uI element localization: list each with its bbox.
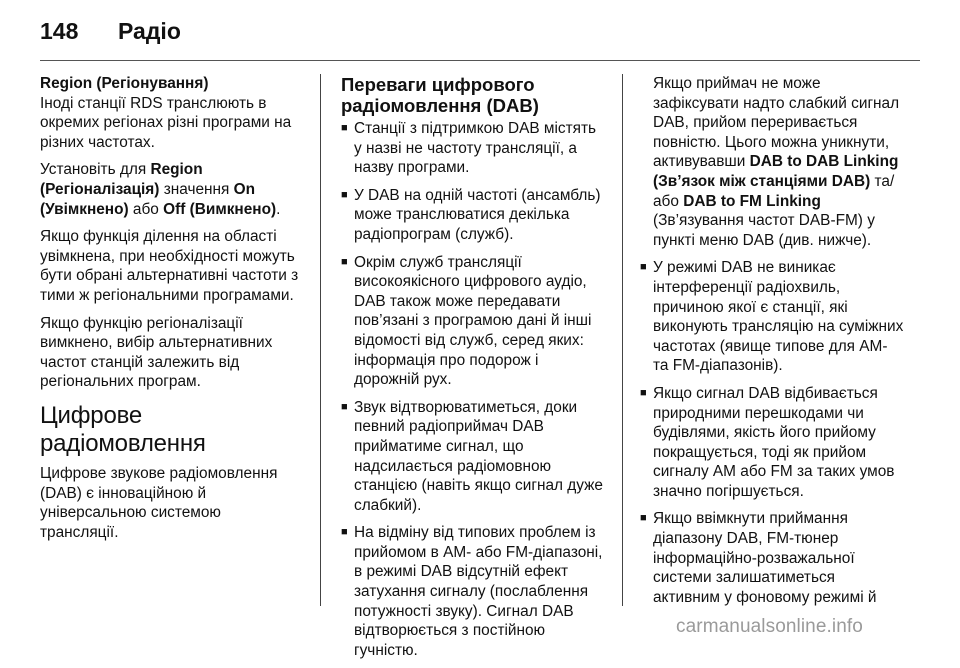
set-dot: .	[276, 200, 281, 218]
list-item-text: У DAB на одній частоті (ансамбль) може транслюватися декілька радіопрограм (служб).	[354, 186, 601, 243]
list-item	[341, 398, 605, 516]
region-off-text: Якщо функцію регіоналізації вимкнено, вибір альтернативних частот станцій залежить від регіональних програм.	[40, 314, 273, 391]
list-item-text: Звук відтворюватиметься, доки певний радіоприймач DAB прийматиме сигнал, що надсилається радіомовною станцією (навіть якщо сигнал дуже слабкий).	[354, 398, 603, 514]
continuation-text-1: Якщо приймач не може зафіксувати надто слабкий сигнал DAB, прийом переривається повністю. Цього можна уникнути, активувавши	[653, 75, 900, 171]
bullet-icon: ■	[341, 526, 348, 539]
bullet-icon: ■	[640, 512, 647, 525]
bullet-icon: ■	[341, 400, 348, 413]
continuation-paragraph	[640, 74, 904, 250]
region-on-text: Якщо функція ділення на області увімкнена, при необхідності можуть бути обрані альтернативні частоти з тими ж регіональними програмами.	[40, 228, 299, 304]
set-value-word: значення	[159, 180, 234, 198]
list-item	[640, 384, 904, 502]
dab-advantages-list-continued	[640, 258, 904, 607]
region-setting-text	[40, 160, 300, 219]
list-item	[341, 523, 605, 660]
page-header	[40, 14, 920, 58]
bullet-icon: ■	[640, 261, 647, 274]
list-item	[341, 119, 605, 178]
column-2	[341, 74, 605, 668]
list-item-text: На відміну від типових проблем із прийомом в АМ- або FM-діапазоні, в режимі DAB відсутній ефект затухання сигналу (послаблення потужності звуку). Сигнал DAB відтворюється з постійною гучністю.	[354, 524, 603, 659]
dab-section-heading: Цифрове радіомовлення	[40, 401, 206, 457]
list-item-text: У режимі DAB не виникає інтерференції радіохвиль, причиною якої є станції, які виконують трансляцію на суміжних частотах (явище типове для АМ- та FM-діапазонів).	[653, 259, 904, 375]
region-heading: Region (Регіонування)	[40, 75, 209, 92]
page-number: 148	[40, 18, 79, 44]
dab-to-dab-linking-label: DAB to DAB Linking (Зв’язок між станціями DAB)	[653, 153, 899, 190]
list-item	[640, 509, 904, 607]
column-divider-2	[622, 74, 623, 606]
column-3	[640, 74, 904, 615]
list-item	[341, 253, 605, 390]
list-item	[640, 258, 904, 376]
bullet-icon: ■	[640, 386, 647, 399]
bullet-icon: ■	[341, 188, 348, 201]
column-1	[40, 74, 300, 550]
list-item	[341, 186, 605, 245]
list-item-text: Окрім служб трансляції високоякісного цифрового аудіо, DAB також може передавати пов’язані з програмою дані й інші відомості від служб, серед яких: інформація про подорож і дорожній рух.	[354, 253, 592, 389]
dab-advantages-heading: Переваги цифрового радіомовлення (DAB)	[341, 74, 539, 116]
header-rule	[40, 60, 920, 61]
set-or-word: або	[128, 200, 164, 218]
continuation-text-2: та/або	[653, 172, 895, 210]
dab-intro-text: Цифрове звукове радіомовлення (DAB) є інноваційною й універсальною системою трансляції.	[40, 464, 278, 541]
set-off-label: Off (Вимкнено)	[163, 200, 277, 218]
list-item-text: Якщо сигнал DAB відбивається природними перешкодами чи будівлями, якість його прийому покращується, тоді як прийом сигналу АМ або FM за таких умов значно погіршується.	[653, 384, 895, 500]
bullet-icon: ■	[341, 255, 348, 268]
watermark: carmanualsonline.info	[676, 616, 863, 637]
dab-to-fm-linking-label: DAB to FM Linking	[683, 192, 821, 210]
set-on-label: On (Увімкнено)	[40, 180, 256, 218]
page-title: Радіо	[118, 18, 181, 44]
list-item-text: Станції з підтримкою DAB містять у назві не частоту трансляції, а назву програми.	[354, 120, 597, 177]
continuation-text-3: (Зв’язування частот DAB-FM) у пункті меню DAB (див. нижче).	[653, 212, 875, 249]
dab-advantages-list	[341, 119, 605, 660]
set-region-label: Region (Регіоналізація)	[40, 161, 203, 198]
list-item-text: Якщо ввімкнути приймання діапазону DAB, FM-тюнер інформаційно-розважальної системи залишатиметься активним у фоновому режимі й	[653, 510, 877, 606]
set-prefix: Установіть для	[40, 161, 151, 179]
column-divider-1	[320, 74, 321, 606]
region-text: Іноді станції RDS транслюють в окремих регіонах різні програми на різних частотах.	[40, 94, 292, 151]
bullet-icon: ■	[341, 122, 348, 134]
